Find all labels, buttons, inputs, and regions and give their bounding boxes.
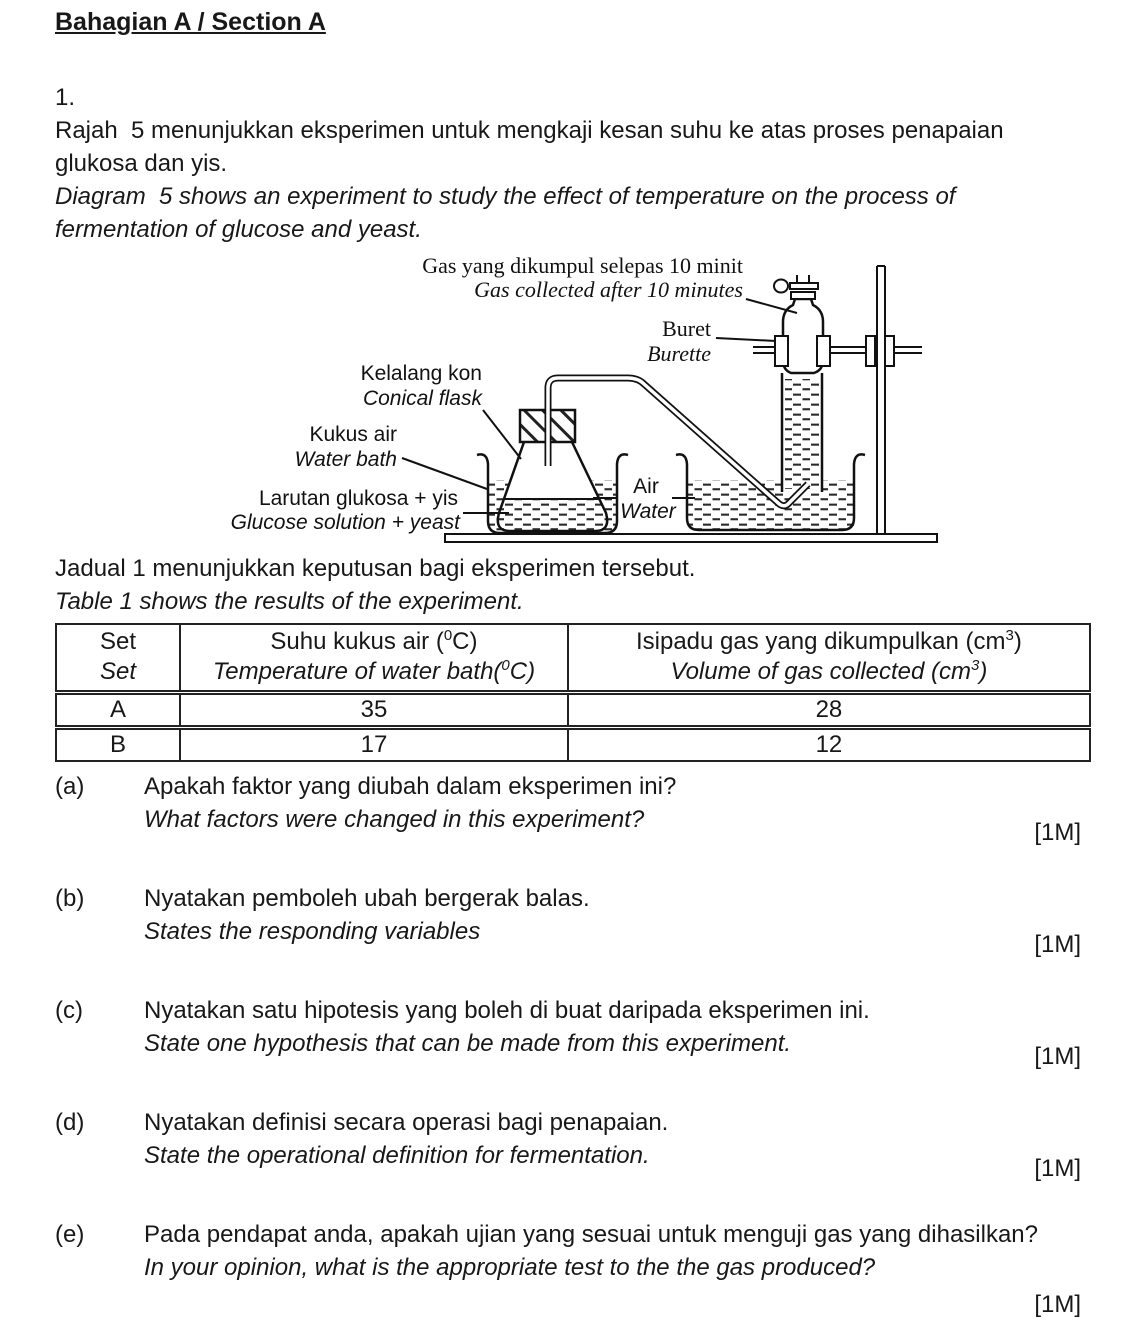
header-volume: Isipadu gas yang dikumpulkan $(cm^3)$ Volume of gas collected $(cm^3)$ [568,624,1090,693]
label-solution-ms: Larutan glukosa + yis [258,487,458,510]
intro-paragraph [55,114,1091,246]
question-e [55,1218,1091,1321]
mark-badge: [1M] [1034,819,1081,846]
results-table [55,623,1091,762]
question-text-ms: Nyatakan pemboleh ubah bergerak balas. [144,885,590,912]
question-text-ms: Nyatakan satu hipotesis yang boleh di buat daripada eksperimen ini. [144,997,870,1024]
header-temperature: Suhu kukus air ($^0$C) Temperature of water bath($^0$C) [180,624,568,693]
question-b [55,882,1091,958]
label-burette-en: Burette [647,341,711,366]
label-gas-collected-ms: Gas yang dikumpul selepas 10 minit [422,253,743,278]
question-text-ms: Pada pendapat anda, apakah ujian yang sesuai untuk menguji gas yang dihasilkan? [144,1221,1038,1248]
label-water-en: Water [620,500,676,523]
intro-ms-line2: glukosa dan yis. [55,150,228,177]
question-list [55,770,1091,1321]
label-gas-collected-en: Gas collected after 10 minutes [474,277,743,302]
cell-temp-b: 17 [180,728,568,762]
question-text-en: State one hypothesis that can be made from this experiment. [144,1030,792,1057]
question-label: (a) [55,773,85,800]
question-text-ms: Nyatakan definisi secara operasi bagi penapaian. [144,1109,669,1136]
experiment-diagram [55,252,1091,550]
retort-stand [877,266,885,534]
question-number: 1. [55,84,76,111]
table-caption-ms: Jadual 1 menunjukkan keputusan bagi eksperimen tersebut. [55,555,696,582]
cell-set-b: B [56,728,180,762]
table-caption-en: Table 1 shows the results of the experiment. [55,588,524,615]
cell-set-a: A [56,693,180,728]
burette-water [785,379,819,489]
glucose-solution [494,499,612,531]
mark-badge: [1M] [1034,931,1081,958]
intro-ms-line1: Rajah 5 menunjukkan eksperimen untuk mengkaji kesan suhu ke atas proses penapaian [55,117,1004,144]
question-label: (d) [55,1109,85,1136]
table-caption [55,552,1091,618]
apparatus-drawing [180,252,940,550]
label-solution-en: Glucose solution + yeast [230,511,460,534]
label-water-ms: Air [633,475,659,498]
question-c [55,994,1091,1070]
intro-en-line2: fermentation of glucose and yeast. [55,216,422,243]
question-label: (c) [55,997,83,1024]
question-text-en: In your opinion, what is the appropriate test to the the gas produced? [144,1254,876,1281]
label-water-bath-ms: Kukus air [309,423,397,446]
mark-badge: [1M] [1034,1155,1081,1182]
table-row [56,728,1090,762]
question-d [55,1106,1091,1182]
burette-tap [790,283,818,289]
question-a [55,770,1091,846]
question-text-en: State the operational definition for fermentation. [144,1142,650,1169]
cell-volume-b: 12 [568,728,1090,762]
question-text-ms: Apakah faktor yang diubah dalam eksperimen ini? [144,773,677,800]
mark-badge: [1M] [1034,1043,1081,1070]
tap-knob [774,280,788,293]
trough-water [688,480,854,530]
question-text-en: States the responding variables [144,918,481,945]
cell-volume-a: 28 [568,693,1090,728]
question-label: (b) [55,885,85,912]
cell-temp-a: 35 [180,693,568,728]
question-text-en: What factors were changed in this experiment? [144,806,645,833]
bench [445,534,937,542]
question-label: (e) [55,1221,85,1248]
header-set: Set Set [56,624,180,693]
table-header-row [56,624,1090,693]
label-water-bath-en: Water bath [294,448,397,471]
label-flask-en: Conical flask [362,387,482,410]
label-flask-ms: Kelalang kon [360,362,482,385]
page-title: Bahagian A / Section A [55,8,326,36]
label-burette-ms: Buret [662,316,711,341]
mark-badge: [1M] [1034,1291,1081,1318]
table-row [56,693,1090,728]
intro-en-line1: Diagram 5 shows an experiment to study the effect of temperature on the process of [55,183,956,210]
